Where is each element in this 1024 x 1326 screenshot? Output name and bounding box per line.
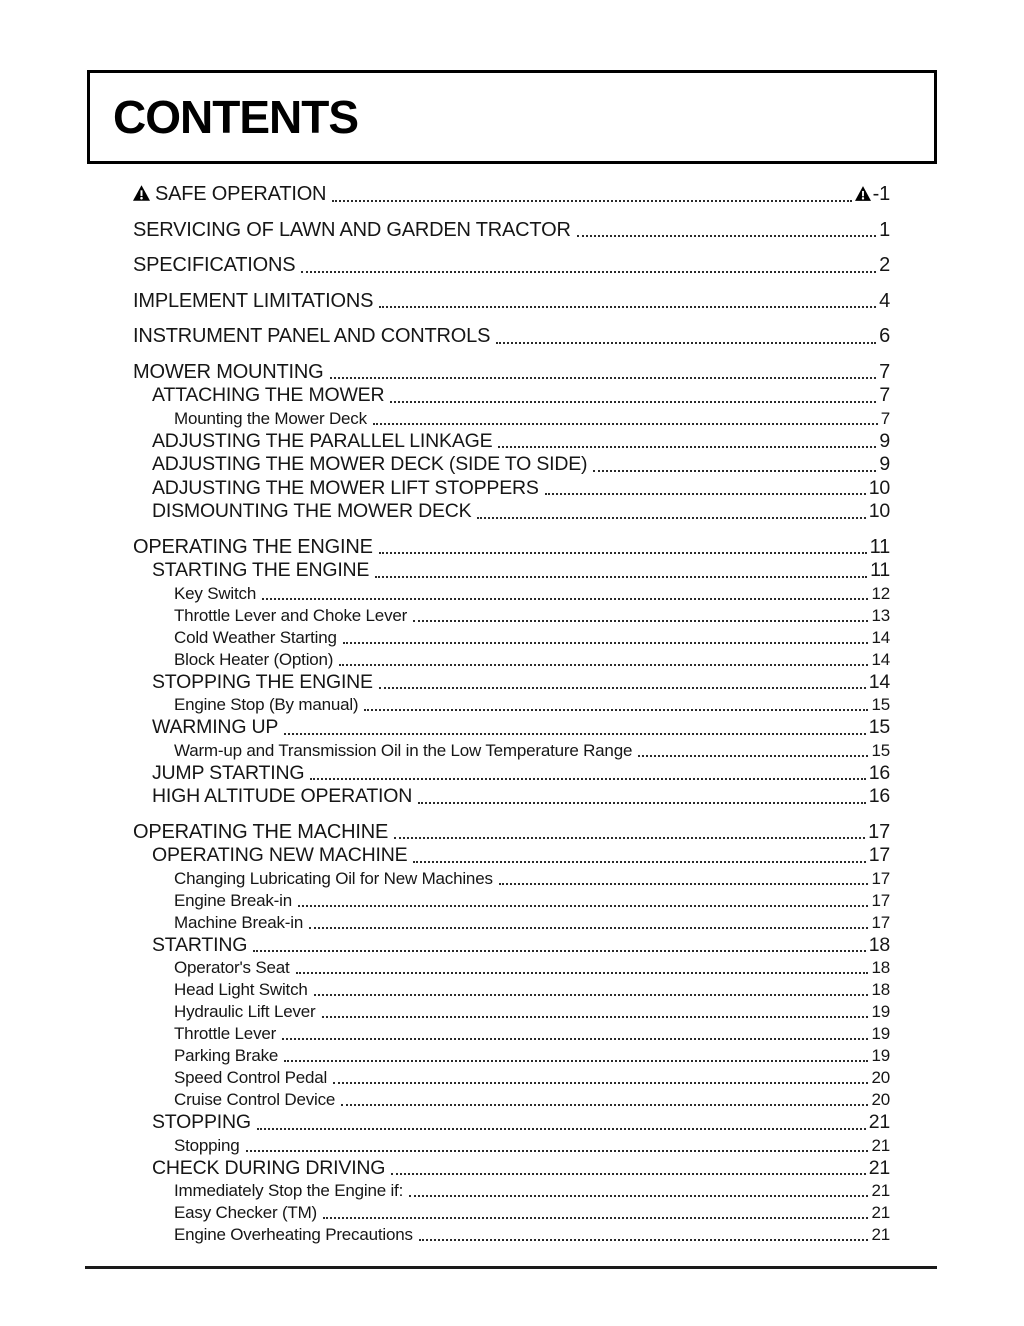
toc-entry xyxy=(87,477,890,501)
dot-leader xyxy=(301,271,876,273)
dot-leader xyxy=(375,576,867,578)
toc-entry xyxy=(87,559,890,583)
toc-entry xyxy=(87,1157,890,1181)
toc-entry-label: ADJUSTING THE PARALLEL LINKAGE xyxy=(152,429,493,452)
toc-entry xyxy=(87,1111,890,1135)
dot-leader xyxy=(413,620,868,622)
dot-leader xyxy=(593,470,876,472)
dot-leader xyxy=(409,1195,868,1197)
toc-entry-label: SERVICING OF LAWN AND GARDEN TRACTOR xyxy=(133,218,571,241)
toc-entry xyxy=(87,934,890,958)
toc-entry-label: JUMP STARTING xyxy=(152,761,305,784)
toc-entry xyxy=(87,290,890,314)
toc-entry xyxy=(87,500,890,524)
dot-leader xyxy=(379,552,867,554)
toc-entry-label: SPECIFICATIONS xyxy=(133,254,296,276)
toc-page-number: -1 xyxy=(855,183,890,207)
toc-entry xyxy=(87,627,890,649)
toc-page-number: 11 xyxy=(869,535,890,558)
dot-leader xyxy=(246,1150,869,1152)
toc-entry-label: IMPLEMENT LIMITATIONS xyxy=(133,289,374,312)
toc-entry xyxy=(87,536,890,560)
toc-entry-label: CHECK DURING DRIVING xyxy=(152,1156,386,1179)
toc-page-number: 19 xyxy=(871,1024,890,1043)
toc-entry xyxy=(87,408,890,430)
dot-leader xyxy=(496,342,876,344)
dot-leader xyxy=(418,802,866,804)
toc-entry-label: ADJUSTING THE MOWER DECK (SIDE TO SIDE) xyxy=(152,453,588,475)
toc-entry xyxy=(87,979,890,1001)
toc-entry-label: Head Light Switch xyxy=(174,980,308,999)
toc-entry xyxy=(87,740,890,762)
dot-leader xyxy=(262,598,868,600)
toc-page-number: 7 xyxy=(880,408,890,428)
toc-entry-label: Block Heater (Option) xyxy=(174,649,334,669)
toc-entry xyxy=(87,430,890,454)
dot-leader xyxy=(577,235,876,237)
toc-page-number: 15 xyxy=(871,695,890,714)
toc-page-number: 10 xyxy=(868,500,890,522)
toc-page-number: 14 xyxy=(871,627,890,647)
toc-entry xyxy=(87,868,890,890)
toc-page-number: 11 xyxy=(870,559,890,581)
toc-entry-label: Warm-up and Transmission Oil in the Low Temperature Range xyxy=(174,740,633,760)
dot-leader xyxy=(323,1217,868,1219)
toc-entry-label: Immediately Stop the Engine if: xyxy=(174,1181,404,1200)
dot-leader xyxy=(257,1128,866,1130)
toc-page-number: 18 xyxy=(871,958,890,977)
dot-leader xyxy=(364,709,868,711)
toc-entry xyxy=(87,716,890,740)
toc-entry-label: Engine Break-in xyxy=(174,890,292,910)
toc-entry-label: Key Switch xyxy=(174,583,257,603)
toc-entry xyxy=(87,361,890,385)
warning-triangle-icon xyxy=(855,183,871,207)
dot-leader xyxy=(296,972,869,974)
dot-leader xyxy=(253,950,866,952)
toc-page-number: 19 xyxy=(871,1002,890,1021)
toc-entry xyxy=(87,325,890,349)
toc-entry-label: STOPPING THE ENGINE xyxy=(152,670,373,693)
toc-page-number: 21 xyxy=(871,1181,890,1200)
toc-entry-label: Hydraulic Lift Lever xyxy=(174,1002,316,1021)
dot-leader xyxy=(391,1173,865,1175)
dot-leader xyxy=(373,423,878,425)
toc-entry xyxy=(87,912,890,934)
toc-page-number: 17 xyxy=(868,844,890,866)
toc-page-number: 18 xyxy=(871,980,890,999)
toc-entry-label: MOWER MOUNTING xyxy=(133,360,324,383)
toc-entry xyxy=(87,1023,890,1045)
toc-page-number: 17 xyxy=(871,912,890,932)
toc-entry-label: Cold Weather Starting xyxy=(174,627,337,647)
toc-page-number: 21 xyxy=(871,1203,890,1222)
footer-rule xyxy=(85,1266,937,1269)
dot-leader xyxy=(545,493,866,495)
toc-entry xyxy=(87,1202,890,1224)
toc-entry-label: Parking Brake xyxy=(174,1046,279,1065)
toc-entry xyxy=(87,957,890,979)
dot-leader xyxy=(284,733,866,735)
toc-entry-label: ATTACHING THE MOWER xyxy=(152,384,385,406)
dot-leader xyxy=(379,306,876,308)
dot-leader xyxy=(332,200,851,202)
dot-leader xyxy=(284,1060,868,1062)
warning-triangle-icon xyxy=(133,183,150,207)
toc-entry xyxy=(87,1001,890,1023)
toc-entry-label: SAFE OPERATION xyxy=(133,183,326,207)
toc-page-number: 21 xyxy=(868,1156,890,1179)
toc-page-number: 10 xyxy=(868,476,890,499)
toc-entry-label: ADJUSTING THE MOWER LIFT STOPPERS xyxy=(152,476,539,499)
dot-leader xyxy=(341,1104,868,1106)
toc-page-number: 15 xyxy=(868,716,890,738)
toc-entry-label: Mounting the Mower Deck xyxy=(174,408,367,428)
toc-page-number: 2 xyxy=(879,254,890,276)
toc-entry-label: STOPPING xyxy=(152,1111,251,1133)
toc-entry-label: Easy Checker (TM) xyxy=(174,1203,318,1222)
toc-page-number: 16 xyxy=(868,761,890,784)
toc-page-number: 18 xyxy=(868,933,890,956)
toc-entry-label: Stopping xyxy=(174,1135,240,1155)
toc-page-number: 9 xyxy=(879,429,890,452)
toc-entry-label: OPERATING THE ENGINE xyxy=(133,535,373,558)
toc-entry-label: HIGH ALTITUDE OPERATION xyxy=(152,785,413,807)
dot-leader xyxy=(413,861,865,863)
dot-leader xyxy=(322,1016,869,1018)
toc-page-number: 14 xyxy=(871,649,890,669)
toc-page-number: 17 xyxy=(871,868,890,888)
toc-page-number: 13 xyxy=(871,605,890,625)
toc-entry xyxy=(87,183,890,207)
toc-entry xyxy=(87,1045,890,1067)
toc-entry-label: Throttle Lever xyxy=(174,1024,277,1043)
toc-entry xyxy=(87,671,890,695)
toc-page-number: 21 xyxy=(871,1225,890,1244)
toc-entry xyxy=(87,694,890,716)
toc-page-number: 12 xyxy=(871,583,890,603)
dot-leader xyxy=(309,927,868,929)
toc-page-number: 15 xyxy=(871,740,890,760)
toc-entry xyxy=(87,1135,890,1157)
toc-entry-label: OPERATING THE MACHINE xyxy=(133,820,389,843)
toc-page-number: 21 xyxy=(871,1135,890,1155)
toc-entry xyxy=(87,1224,890,1246)
toc-page-number: 20 xyxy=(871,1068,890,1087)
dot-leader xyxy=(339,664,868,666)
toc-entry-label: WARMING UP xyxy=(152,716,279,738)
toc-entry xyxy=(87,453,890,477)
toc-entry-label: OPERATING NEW MACHINE xyxy=(152,844,408,866)
toc-entry xyxy=(87,844,890,868)
toc-page-number: 20 xyxy=(871,1090,890,1109)
toc-page-number: 7 xyxy=(879,384,890,406)
toc-entry xyxy=(87,605,890,627)
toc-entry xyxy=(87,384,890,408)
toc-page-number: 19 xyxy=(871,1046,890,1065)
toc-entry xyxy=(87,785,890,809)
toc-entry xyxy=(87,762,890,786)
dot-leader xyxy=(343,642,869,644)
toc-entry-label: Throttle Lever and Choke Lever xyxy=(174,605,408,625)
dot-leader xyxy=(310,778,865,780)
toc-page-number: 6 xyxy=(879,325,890,347)
toc-page-number: 14 xyxy=(868,670,890,693)
dot-leader xyxy=(282,1038,868,1040)
dot-leader xyxy=(498,446,876,448)
toc-page-number: 21 xyxy=(868,1111,890,1133)
toc-entry-label: INSTRUMENT PANEL AND CONTROLS xyxy=(133,325,491,347)
toc-entry-label: Engine Stop (By manual) xyxy=(174,695,359,714)
dot-leader xyxy=(379,687,866,689)
dot-leader xyxy=(333,1082,868,1084)
toc-entry xyxy=(87,583,890,605)
dot-leader xyxy=(298,905,869,907)
toc-entry xyxy=(87,1180,890,1202)
title-box xyxy=(87,70,937,164)
toc-entry-label: STARTING xyxy=(152,933,248,956)
dot-leader xyxy=(390,401,876,403)
toc-entry xyxy=(87,1067,890,1089)
toc-page-number: 16 xyxy=(868,785,890,807)
toc-entry-label: STARTING THE ENGINE xyxy=(152,559,370,581)
dot-leader xyxy=(314,994,869,996)
toc-page-number: 9 xyxy=(879,453,890,475)
page-title: CONTENTS xyxy=(113,91,358,143)
dot-leader xyxy=(330,377,877,379)
toc-list xyxy=(87,171,890,1246)
toc-page-number: 7 xyxy=(879,360,890,383)
toc-entry-label: Machine Break-in xyxy=(174,912,304,932)
toc-entry-label: Engine Overheating Precautions xyxy=(174,1225,413,1244)
toc-page-number: 17 xyxy=(868,820,890,843)
dot-leader xyxy=(499,883,869,885)
toc-entry xyxy=(87,649,890,671)
toc-entry xyxy=(87,821,890,845)
dot-leader xyxy=(394,837,865,839)
dot-leader xyxy=(638,755,868,757)
toc-page-number: 17 xyxy=(871,890,890,910)
toc-page-number: 1 xyxy=(879,218,890,241)
toc-entry xyxy=(87,254,890,278)
toc-entry-label: Cruise Control Device xyxy=(174,1090,336,1109)
dot-leader xyxy=(477,517,865,519)
toc-entry-label: DISMOUNTING THE MOWER DECK xyxy=(152,500,472,522)
toc-page-number: 4 xyxy=(879,289,890,312)
toc-entry xyxy=(87,890,890,912)
toc-entry xyxy=(87,1089,890,1111)
dot-leader xyxy=(419,1239,869,1241)
toc-entry-label: Operator's Seat xyxy=(174,958,290,977)
toc-entry-label: Changing Lubricating Oil for New Machines xyxy=(174,868,493,888)
toc-entry xyxy=(87,219,890,243)
toc-entry-label: Speed Control Pedal xyxy=(174,1068,328,1087)
